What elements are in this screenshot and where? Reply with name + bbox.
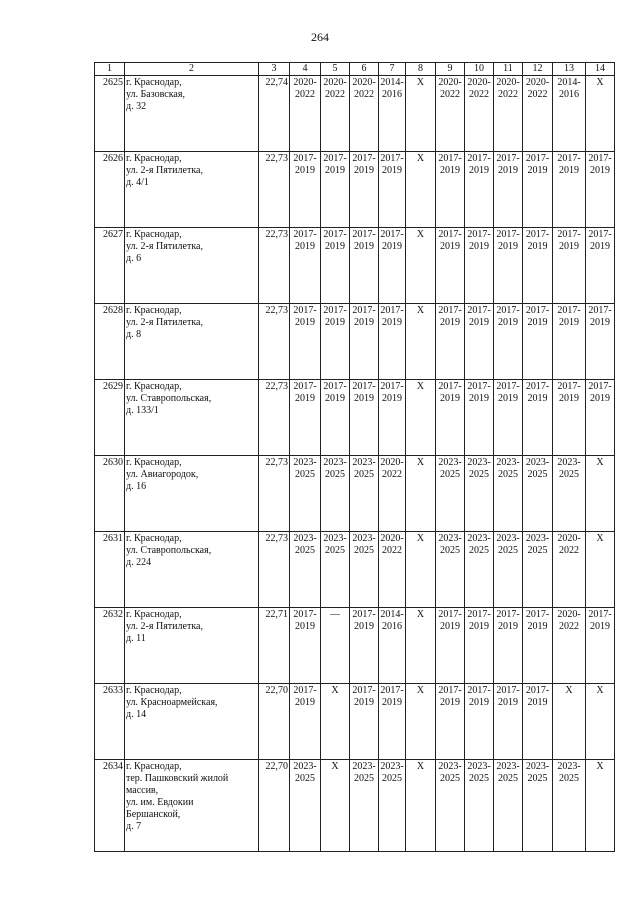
address-line: д. 8 xyxy=(126,329,142,340)
register-table xyxy=(94,62,615,852)
row-number: 2628 xyxy=(95,304,125,380)
period-cell: X xyxy=(406,532,436,608)
period-cell: 2017- 2019 xyxy=(379,152,406,228)
address-line: д. 16 xyxy=(126,481,147,492)
period-cell: 2014- 2016 xyxy=(379,76,406,152)
address-line: г. Краснодар, xyxy=(126,685,182,696)
column-header: 7 xyxy=(379,63,406,76)
period-cell: 2017- 2019 xyxy=(436,304,465,380)
table-row xyxy=(95,608,615,684)
row-number: 2630 xyxy=(95,456,125,532)
period-cell: 2017- 2019 xyxy=(553,228,586,304)
value-cell: 22,73 xyxy=(259,304,290,380)
address-line: г. Краснодар, xyxy=(126,457,182,468)
value-cell: 22,73 xyxy=(259,380,290,456)
period-cell: 2017- 2019 xyxy=(436,152,465,228)
address-line: ул. 2-я Пятилетка, xyxy=(126,317,203,328)
table-row xyxy=(95,228,615,304)
period-cell: 2017- 2019 xyxy=(586,608,615,684)
page-number: 264 xyxy=(311,30,329,44)
address-cell xyxy=(125,304,259,380)
period-cell: 2023- 2025 xyxy=(350,760,379,852)
period-cell: 2017- 2019 xyxy=(321,228,350,304)
period-cell: 2020- 2022 xyxy=(379,456,406,532)
address-cell xyxy=(125,608,259,684)
address-line: д. 11 xyxy=(126,633,146,644)
column-header: 10 xyxy=(465,63,494,76)
column-header: 1 xyxy=(95,63,125,76)
period-cell: 2023- 2025 xyxy=(523,532,553,608)
address-line: г. Краснодар, xyxy=(126,229,182,240)
address-cell xyxy=(125,684,259,760)
period-cell: 2017- 2019 xyxy=(494,152,523,228)
address-line: ул. 2-я Пятилетка, xyxy=(126,241,203,252)
period-cell: 2023- 2025 xyxy=(494,532,523,608)
table-row xyxy=(95,532,615,608)
period-cell: 2023- 2025 xyxy=(436,532,465,608)
period-cell: X xyxy=(406,684,436,760)
period-cell: X xyxy=(406,456,436,532)
row-number: 2633 xyxy=(95,684,125,760)
period-cell: 2017- 2019 xyxy=(494,608,523,684)
value-cell: 22,71 xyxy=(259,608,290,684)
table-row xyxy=(95,304,615,380)
address-line: ул. Ставропольская, xyxy=(126,545,212,556)
address-line: ул. Красноармейская, xyxy=(126,697,218,708)
period-cell: X xyxy=(321,760,350,852)
period-cell: 2023- 2025 xyxy=(465,456,494,532)
period-cell: 2017- 2019 xyxy=(523,380,553,456)
value-cell: 22,74 xyxy=(259,76,290,152)
period-cell: 2017- 2019 xyxy=(586,228,615,304)
address-line: д. 4/1 xyxy=(126,177,149,188)
period-cell: 2017- 2019 xyxy=(321,380,350,456)
row-number: 2627 xyxy=(95,228,125,304)
period-cell: 2014- 2016 xyxy=(553,76,586,152)
period-cell: 2023- 2025 xyxy=(379,760,406,852)
period-cell: 2017- 2019 xyxy=(350,380,379,456)
column-header: 5 xyxy=(321,63,350,76)
address-line: Бершанской, xyxy=(126,809,181,820)
period-cell: 2023- 2025 xyxy=(436,456,465,532)
period-cell: 2017- 2019 xyxy=(586,152,615,228)
address-cell xyxy=(125,532,259,608)
period-cell: 2023- 2025 xyxy=(350,456,379,532)
period-cell: 2017- 2019 xyxy=(290,304,321,380)
period-cell: 2017- 2019 xyxy=(436,228,465,304)
address-line: ул. 2-я Пятилетка, xyxy=(126,165,203,176)
period-cell: 2020- 2022 xyxy=(350,76,379,152)
address-line: тер. Пашковский жилой xyxy=(126,773,229,784)
period-cell: 2023- 2025 xyxy=(321,456,350,532)
row-number: 2632 xyxy=(95,608,125,684)
period-cell: 2017- 2019 xyxy=(586,304,615,380)
period-cell: X xyxy=(586,684,615,760)
period-cell: 2017- 2019 xyxy=(523,304,553,380)
period-cell: 2017- 2019 xyxy=(553,304,586,380)
period-cell: 2023- 2025 xyxy=(321,532,350,608)
period-cell: 2023- 2025 xyxy=(553,760,586,852)
address-line: г. Краснодар, xyxy=(126,305,182,316)
period-cell: 2017- 2019 xyxy=(350,228,379,304)
address-line: д. 14 xyxy=(126,709,147,720)
period-cell: 2017- 2019 xyxy=(465,380,494,456)
address-line: г. Краснодар, xyxy=(126,533,182,544)
period-cell: X xyxy=(586,532,615,608)
column-header: 13 xyxy=(553,63,586,76)
period-cell: 2017- 2019 xyxy=(494,380,523,456)
address-cell xyxy=(125,228,259,304)
period-cell: 2017- 2019 xyxy=(494,684,523,760)
period-cell: 2023- 2025 xyxy=(494,456,523,532)
period-cell: 2017- 2019 xyxy=(379,228,406,304)
address-line: ул. Ставропольская, xyxy=(126,393,212,404)
address-line: д. 7 xyxy=(126,821,142,832)
address-line: д. 32 xyxy=(126,101,147,112)
column-header: 6 xyxy=(350,63,379,76)
period-cell: 2017- 2019 xyxy=(350,684,379,760)
period-cell: 2017- 2019 xyxy=(290,684,321,760)
period-cell: 2017- 2019 xyxy=(465,152,494,228)
period-cell: 2017- 2019 xyxy=(350,152,379,228)
period-cell: 2017- 2019 xyxy=(436,380,465,456)
period-cell: X xyxy=(406,760,436,852)
period-cell: 2017- 2019 xyxy=(465,228,494,304)
period-cell: 2017- 2019 xyxy=(436,608,465,684)
address-line: ул. Базовская, xyxy=(126,89,185,100)
period-cell: 2017- 2019 xyxy=(553,380,586,456)
column-header: 12 xyxy=(523,63,553,76)
period-cell: 2020- 2022 xyxy=(553,532,586,608)
period-cell: X xyxy=(406,380,436,456)
address-line: г. Краснодар, xyxy=(126,761,182,772)
period-cell: 2020- 2022 xyxy=(379,532,406,608)
value-cell: 22,70 xyxy=(259,760,290,852)
period-cell: X xyxy=(406,76,436,152)
period-cell: 2020- 2022 xyxy=(436,76,465,152)
period-cell: 2020- 2022 xyxy=(290,76,321,152)
table-row xyxy=(95,760,615,852)
period-cell: 2017- 2019 xyxy=(523,608,553,684)
period-cell: 2023- 2025 xyxy=(290,532,321,608)
period-cell: 2023- 2025 xyxy=(553,456,586,532)
address-line: г. Краснодар, xyxy=(126,609,182,620)
period-cell: 2020- 2022 xyxy=(321,76,350,152)
period-cell: 2017- 2019 xyxy=(523,684,553,760)
period-cell: 2017- 2019 xyxy=(290,228,321,304)
value-cell: 22,73 xyxy=(259,228,290,304)
period-cell: 2017- 2019 xyxy=(436,684,465,760)
row-number: 2631 xyxy=(95,532,125,608)
period-cell: 2017- 2019 xyxy=(350,608,379,684)
address-line: ул. им. Евдокии xyxy=(126,797,194,808)
row-number: 2629 xyxy=(95,380,125,456)
period-cell: X xyxy=(406,608,436,684)
address-line: ул. 2-я Пятилетка, xyxy=(126,621,203,632)
period-cell: 2023- 2025 xyxy=(436,760,465,852)
column-header: 8 xyxy=(406,63,436,76)
table-body xyxy=(95,76,615,852)
row-number: 2634 xyxy=(95,760,125,852)
row-number: 2625 xyxy=(95,76,125,152)
column-header: 14 xyxy=(586,63,615,76)
period-cell: 2023- 2025 xyxy=(523,456,553,532)
period-cell: — xyxy=(321,608,350,684)
period-cell: 2017- 2019 xyxy=(494,304,523,380)
table-row xyxy=(95,76,615,152)
period-cell: 2017- 2019 xyxy=(290,380,321,456)
address-line: г. Краснодар, xyxy=(126,77,182,88)
period-cell: 2023- 2025 xyxy=(290,760,321,852)
period-cell: X xyxy=(553,684,586,760)
address-cell xyxy=(125,760,259,852)
period-cell: 2017- 2019 xyxy=(379,304,406,380)
header-row xyxy=(95,63,615,76)
table-row xyxy=(95,152,615,228)
address-cell xyxy=(125,456,259,532)
period-cell: 2017- 2019 xyxy=(523,228,553,304)
column-header: 11 xyxy=(494,63,523,76)
period-cell: 2020- 2022 xyxy=(553,608,586,684)
period-cell: 2017- 2019 xyxy=(465,304,494,380)
address-cell xyxy=(125,152,259,228)
address-line: д. 133/1 xyxy=(126,405,159,416)
table-row xyxy=(95,380,615,456)
period-cell: X xyxy=(406,228,436,304)
value-cell: 22,70 xyxy=(259,684,290,760)
period-cell: 2023- 2025 xyxy=(494,760,523,852)
period-cell: X xyxy=(586,76,615,152)
period-cell: 2017- 2019 xyxy=(465,608,494,684)
period-cell: 2017- 2019 xyxy=(290,608,321,684)
period-cell: 2017- 2019 xyxy=(350,304,379,380)
address-line: д. 6 xyxy=(126,253,142,264)
period-cell: 2014- 2016 xyxy=(379,608,406,684)
period-cell: 2020- 2022 xyxy=(523,76,553,152)
period-cell: X xyxy=(586,760,615,852)
address-line: г. Краснодар, xyxy=(126,153,182,164)
period-cell: 2017- 2019 xyxy=(523,152,553,228)
row-number: 2626 xyxy=(95,152,125,228)
period-cell: 2023- 2025 xyxy=(523,760,553,852)
address-line: д. 224 xyxy=(126,557,152,568)
period-cell: 2017- 2019 xyxy=(553,152,586,228)
table-row xyxy=(95,456,615,532)
address-cell xyxy=(125,76,259,152)
period-cell: 2017- 2019 xyxy=(586,380,615,456)
address-line: ул. Авиагородок, xyxy=(126,469,199,480)
column-header: 9 xyxy=(436,63,465,76)
period-cell: 2023- 2025 xyxy=(465,760,494,852)
address-cell xyxy=(125,380,259,456)
period-cell: 2020- 2022 xyxy=(465,76,494,152)
address-line: массив, xyxy=(126,785,159,796)
period-cell: 2017- 2019 xyxy=(379,684,406,760)
period-cell: 2017- 2019 xyxy=(321,152,350,228)
period-cell: 2017- 2019 xyxy=(290,152,321,228)
column-header: 4 xyxy=(290,63,321,76)
period-cell: 2023- 2025 xyxy=(350,532,379,608)
period-cell: X xyxy=(406,152,436,228)
period-cell: 2023- 2025 xyxy=(465,532,494,608)
value-cell: 22,73 xyxy=(259,532,290,608)
period-cell: 2017- 2019 xyxy=(379,380,406,456)
value-cell: 22,73 xyxy=(259,152,290,228)
period-cell: X xyxy=(406,304,436,380)
period-cell: 2023- 2025 xyxy=(290,456,321,532)
period-cell: X xyxy=(321,684,350,760)
period-cell: 2020- 2022 xyxy=(494,76,523,152)
period-cell: 2017- 2019 xyxy=(321,304,350,380)
period-cell: 2017- 2019 xyxy=(494,228,523,304)
column-header: 3 xyxy=(259,63,290,76)
table-row xyxy=(95,684,615,760)
address-line: г. Краснодар, xyxy=(126,381,182,392)
column-header: 2 xyxy=(125,63,259,76)
value-cell: 22,73 xyxy=(259,456,290,532)
period-cell: X xyxy=(586,456,615,532)
period-cell: 2017- 2019 xyxy=(465,684,494,760)
